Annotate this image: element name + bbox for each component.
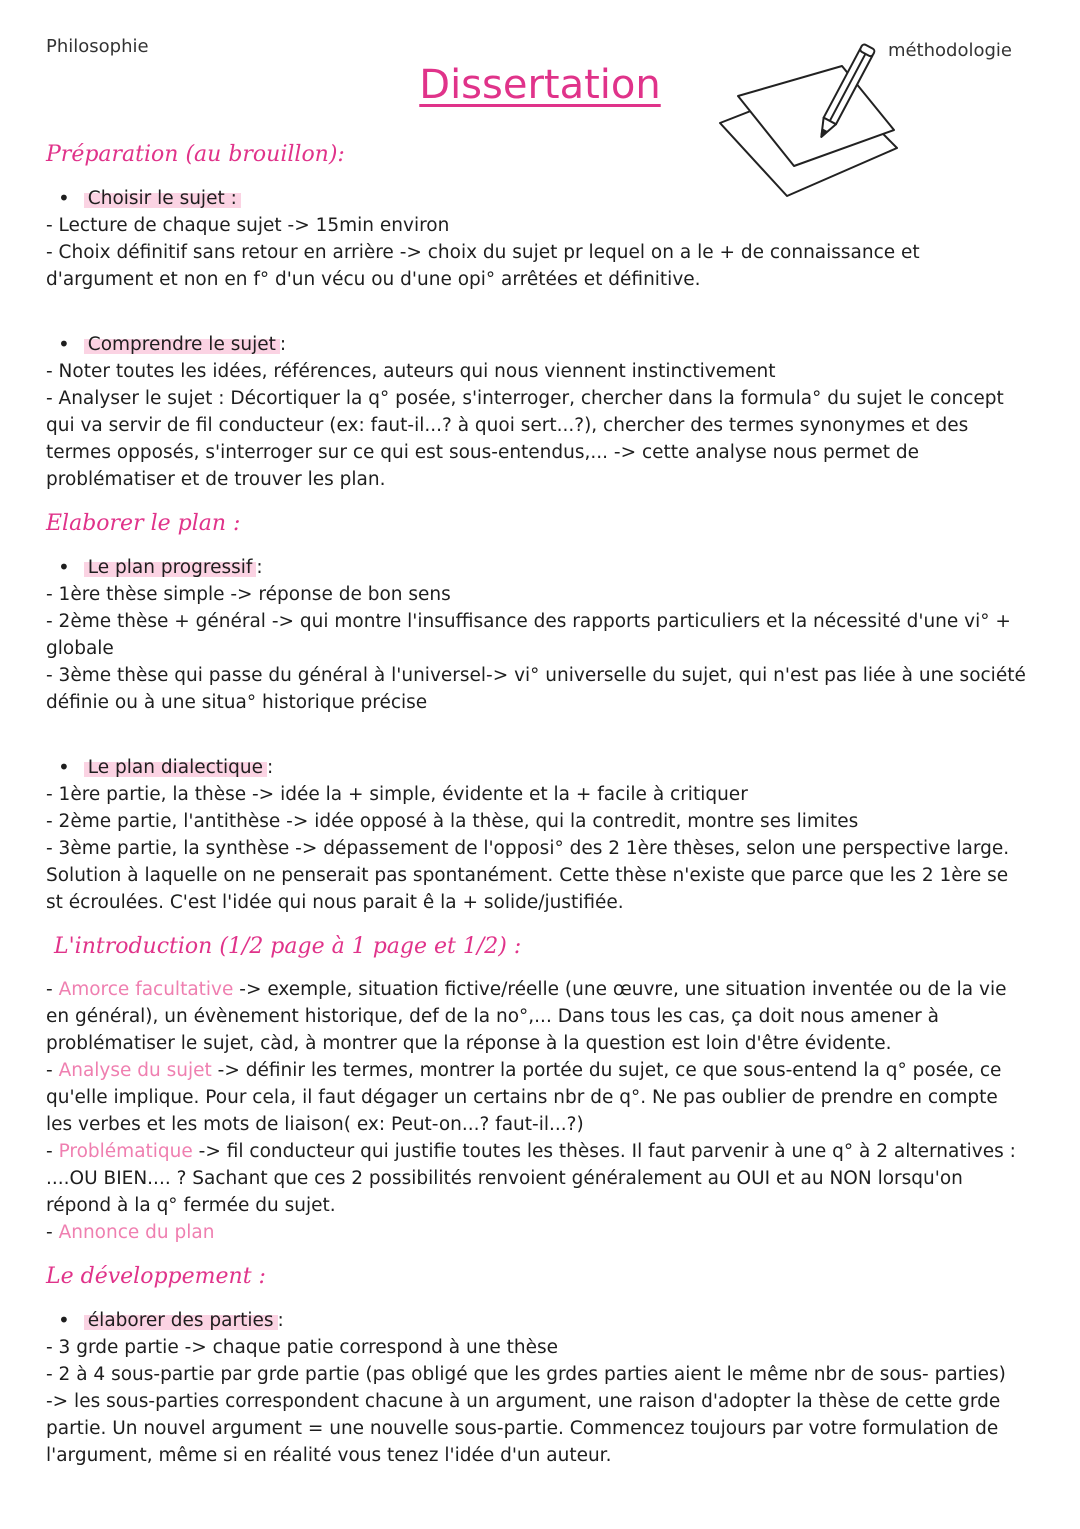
page-title: Dissertation [419,62,661,108]
text-line: - 2 à 4 sous-partie par grde partie (pas obligé que les grdes parties aient le même nbr de sous- parties) [46,1364,1006,1385]
text-line: - 1ère partie, la thèse -> idée la + simple, évidente et la + facile à critiquer [46,784,748,805]
bullet-parties [58,1306,1026,1334]
intro-item: - Amorce facultative -> exemple, situation fictive/réelle (une œuvre, une situation inventée ou de la vie en général), un évènement historique, def de la no°,... Dans tous les cas, ça doit nous amener à problématiser le sujet, càd, à montrer que la réponse à la question est loin d'être évidente. [46,979,1007,1054]
intro-key: Problématique [58,1141,193,1162]
text-line: - 3ème thèse qui passe du général à l'universel-> vi° universelle du sujet, qui n'est pas liée à une société définie ou à une situa° historique précise [46,665,1026,713]
intro-item: - Problématique -> fil conducteur qui justifie toutes les thèses. Il faut parvenir à une q° à 2 alternatives : ....OU BIEN.... ? Sachant que ces 2 possibilités renvoient généralement au OUI et au NON lorsqu'on répond à la q° fermée du sujet. [46,1141,1016,1216]
bullet-colon: : [267,756,274,778]
category-label: méthodologie [887,40,1012,61]
text-line: - 3ème partie, la synthèse -> dépassement de l'opposi° des 2 1ère thèses, selon une perspective large. Solution à laquelle on ne penserait pas spontanément. Cette thèse n'existe que parce que les 2 1ère se st écroulées. C'est l'idée qui nous parait ê la + solide/justifiée. [46,838,1010,913]
intro-key: Annonce du plan [58,1222,215,1243]
bullet-dialectique [58,753,1026,781]
intro-text: -> fil conducteur qui justifie toutes les thèses. Il faut parvenir à une q° à 2 alternatives : ....OU BIEN.... ? Sachant que ces 2 possibilités renvoient généralement au OUI et au NON lorsqu'on répond à la q° fermée du sujet. [46,1141,1016,1216]
section-heading-developpement: Le développement : [46,1264,266,1289]
intro-item: - Annonce du plan [46,1222,215,1243]
bullet-choisir [58,184,1026,212]
intro-text: -> définir les termes, montrer la portée du sujet, ce que sous-entend la q° posée, ce qu'elle implique. Pour cela, il faut dégager un certains nbr de q°. Ne pas oublier de prendre en compte les verbes et les mots de liaison( ex: Peut-on...? faut-il...?) [46,1060,1002,1135]
bullet-label: Choisir le sujet : [84,185,241,212]
intro-item: - Analyse du sujet -> définir les termes, montrer la portée du sujet, ce que sous-entend la q° posée, ce qu'elle implique. Pour cela, il faut dégager un certains nbr de q°. Ne pas oublier de prendre en compte les verbes et les mots de liaison( ex: Peut-on...? faut-il...?) [46,1060,1002,1135]
bullet-dot: • [58,1307,70,1332]
text-line: - 1ère thèse simple -> réponse de bon sens [46,584,451,605]
bullet-colon: : [277,1309,284,1331]
section-heading-preparation: Préparation (au brouillon): [46,142,345,167]
bullet-label: Comprendre le sujet [84,331,280,358]
content [46,138,1026,1469]
text-line: - Lecture de chaque sujet -> 15min environ [46,215,450,236]
bullet-label: élaborer des parties [84,1307,278,1334]
bullet-label: Le plan dialectique [84,754,267,781]
bullet-dot: • [58,554,70,579]
bullet-colon: : [256,556,263,578]
bullet-dot: • [58,185,70,210]
text-line: - Noter toutes les idées, références, auteurs qui nous viennent instinctivement [46,361,776,382]
bullet-label: Le plan progressif [84,554,257,581]
text-line: -> les sous-parties correspondent chacune à un argument, une raison d'adopter la thèse de cette grde partie. Un nouvel argument = une nouvelle sous-partie. Commencez toujours par votre formulation de l'argument, même si en réalité vous tenez l'idée d'un auteur. [46,1391,1001,1466]
bullet-comprendre [58,330,1026,358]
bullet-progressif [58,553,1026,581]
intro-key: Analyse du sujet [58,1060,212,1081]
text-line: - 2ème partie, l'antithèse -> idée opposé à la thèse, qui la contredit, montre ses limites [46,811,859,832]
section-heading-introduction: L'introduction (1/2 page à 1 page et 1/2) : [54,934,522,959]
bullet-dot: • [58,331,70,356]
bullet-colon: : [279,333,287,355]
subject-label: Philosophie [46,36,149,57]
intro-text: -> exemple, situation fictive/réelle (une œuvre, une situation inventée ou de la vie en général), un évènement historique, def de la no°,... Dans tous les cas, ça doit nous amener à problématiser le sujet, càd, à montrer que la réponse à la question est loin d'être évidente. [46,979,1007,1054]
section-heading-plan: Elaborer le plan : [46,511,241,536]
intro-key: Amorce facultative [58,979,234,1000]
text-line: - Analyser le sujet : Décortiquer la q° posée, s'interroger, chercher dans la formula° du sujet le concept qui va servir de fil conducteur (ex: faut-il...? à quoi sert...?), chercher des termes synonymes et des termes opposés, s'interroger sur ce qui est sous-entendus,... -> cette analyse nous permet de problématiser et de trouver les plan. [46,388,1004,490]
text-line: - 3 grde partie -> chaque patie correspond à une thèse [46,1337,559,1358]
text-line: - Choix définitif sans retour en arrière -> choix du sujet pr lequel on a le + de connaissance et d'argument et non en f° d'un vécu ou d'une opi° arrêtées et définitive. [46,242,920,290]
bullet-dot: • [58,754,70,779]
text-line: - 2ème thèse + général -> qui montre l'insuffisance des rapports particuliers et la nécessité d'une vi° + globale [46,611,1011,659]
